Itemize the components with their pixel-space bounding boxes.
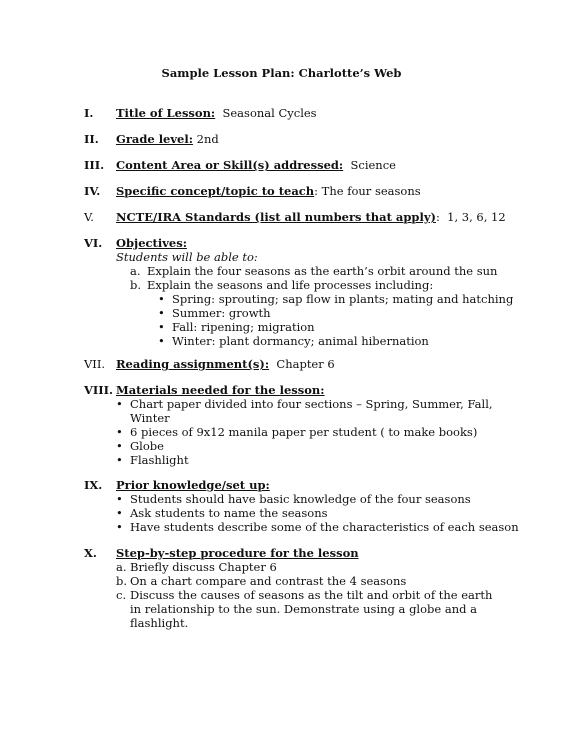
objectives-intro: Students will be able to: — [116, 250, 258, 264]
bullet-icon: • — [158, 334, 165, 348]
section-label: Title of Lesson: — [116, 106, 216, 120]
bullet-icon: • — [116, 492, 123, 506]
section-label: Grade level: — [116, 132, 193, 146]
bullet-icon: • — [116, 453, 123, 467]
section-label: Prior knowledge/set up: — [116, 478, 270, 492]
section-number: II. — [84, 132, 99, 146]
section-value: Seasonal Cycles — [215, 106, 317, 120]
section-value: 2nd — [193, 132, 219, 146]
list-item: • 6 pieces of 9x12 manila paper per student ( to make books) — [116, 425, 478, 439]
section-number: VII. — [84, 357, 106, 371]
list-item: • Chart paper divided into four sections – Spring, Summer, Fall, Winter — [116, 397, 493, 425]
list-item: a. Explain the four seasons as the earth’s orbit around the sun — [130, 264, 498, 278]
bullet-icon: • — [158, 292, 165, 306]
section-number: I. — [84, 106, 94, 120]
list-item: b. On a chart compare and contrast the 4 seasons — [116, 574, 407, 588]
section-value: : The four seasons — [314, 184, 421, 198]
bullet-icon: • — [116, 439, 123, 453]
list-item: a. Briefly discuss Chapter 6 — [116, 560, 277, 574]
bullet-icon: • — [116, 397, 123, 411]
bullet-icon: • — [116, 425, 123, 439]
list-item: • Have students describe some of the characteristics of each season — [116, 520, 519, 534]
section-value: Chapter 6 — [269, 357, 335, 371]
section-number: X. — [84, 546, 97, 560]
section-label: Step-by-step procedure for the lesson — [116, 546, 359, 560]
section-label: NCTE/IRA Standards (list all numbers that apply) — [116, 210, 436, 224]
list-item: • Globe — [116, 439, 164, 453]
section-value: : 1, 3, 6, 12 — [435, 210, 506, 224]
list-item: • Ask students to name the seasons — [116, 506, 328, 520]
document-title: Sample Lesson Plan: Charlotte’s Web — [161, 66, 402, 80]
section-label: Reading assignment(s): — [116, 357, 270, 371]
bullet-icon: • — [116, 520, 123, 534]
list-item: c. Discuss the causes of seasons as the tilt and orbit of the earth in relationship to the sun. Demonstrate using a globe and a flashlight. — [116, 588, 493, 630]
list-item: • Summer: growth — [158, 306, 271, 320]
section-label: Specific concept/topic to teach — [116, 184, 315, 198]
list-item: b. Explain the seasons and life processes including: — [130, 278, 434, 292]
section-number: III. — [84, 158, 105, 172]
list-item: • Spring: sprouting; sap flow in plants; mating and hatching — [158, 292, 514, 306]
list-item: • Flashlight — [116, 453, 189, 467]
section-number: VI. — [84, 236, 103, 250]
section-label: Materials needed for the lesson: — [116, 383, 325, 397]
list-item: • Fall: ripening; migration — [158, 320, 315, 334]
section-label: Objectives: — [116, 236, 187, 250]
bullet-icon: • — [158, 306, 165, 320]
list-item: • Winter: plant dormancy; animal hibernation — [158, 334, 429, 348]
bullet-icon: • — [158, 320, 165, 334]
section-label: Content Area or Skill(s) addressed: — [116, 158, 344, 172]
list-item: • Students should have basic knowledge of the four seasons — [116, 492, 471, 506]
section-number: IX. — [84, 478, 103, 492]
section-number: IV. — [84, 184, 101, 198]
section-number: VIII. — [84, 383, 114, 397]
section-value: Science — [343, 158, 396, 172]
section-number: V. — [84, 210, 94, 224]
bullet-icon: • — [116, 506, 123, 520]
